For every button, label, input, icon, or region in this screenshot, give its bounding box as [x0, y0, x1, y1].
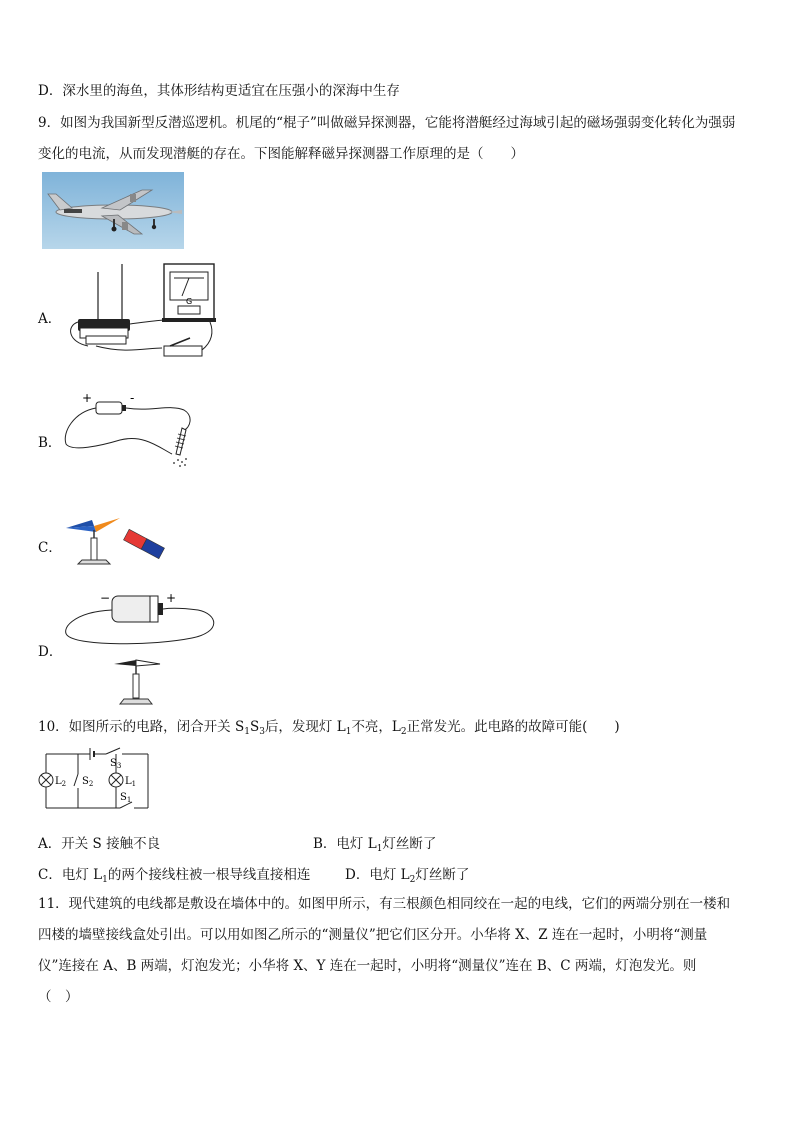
- battery-minus-sign: −: [100, 591, 111, 605]
- battery-minus-sign: -: [130, 391, 135, 405]
- q9-stem-line2: 变化的电流，从而发现潜艇的存在。下图能解释磁异探测器工作原理的是（ ）: [38, 146, 524, 162]
- q9-stem-line1: 9．如图为我国新型反潜巡逻机。机尾的“棍子”叫做磁异探测器，它能将潜艇经过海域引起的磁场强弱变化转化为强弱: [38, 115, 736, 131]
- switch-s3-label: $S_3$: [110, 758, 122, 770]
- q9-option-d-label[interactable]: D．: [38, 644, 63, 660]
- q11-stem-line3: 仪”连接在 A、B 两端，灯泡发光；小华将 X、Y 连在一起时，小明将“测量仪”连在 B、C 两端，灯泡发光。则: [38, 958, 697, 974]
- q10-option-b[interactable]: B．电灯 $L_1$灯丝断了: [313, 836, 437, 854]
- patrol-plane-photo: [42, 172, 184, 249]
- lamp-l1-label: $L_1$: [125, 776, 137, 788]
- q11-stem-line2: 四楼的墙壁接线盒处引出。可以用如图乙所示的“测量仪”把它们区分开。小华将 X、Z 连在一起时，小明将“测量: [38, 927, 708, 943]
- q10-stem: 10．如图所示的电路，闭合开关 $S_1S_3$后，发现灯 $L_1$不亮，$L_2$正常发光。此电路的故障可能( ): [38, 719, 620, 737]
- q9-option-b-label[interactable]: B．: [38, 435, 62, 451]
- switch-s1-label: $S_1$: [120, 792, 132, 804]
- q11-stem-line4: （ ）: [38, 989, 79, 1005]
- q8-option-d: D．深水里的海鱼，其体形结构更适宜在压强小的深海中生存: [38, 83, 400, 99]
- q10-circuit-diagram: [36, 744, 156, 818]
- lamp-l2-label: $L_2$: [55, 776, 67, 788]
- electromagnet-nail-figure: [60, 388, 200, 474]
- q11-stem-line1: 11．现代建筑的电线都是敷设在墙体中的。如图甲所示，有三根颜色相同绞在一起的电线，它们的两端分别在一楼和: [38, 896, 731, 912]
- compass-magnet-figure: [62, 514, 172, 568]
- q10-option-d[interactable]: D．电灯 $L_2$灯丝断了: [345, 867, 470, 885]
- q10-option-a[interactable]: A．开关 S 接触不良: [38, 836, 161, 852]
- q9-option-c-label[interactable]: C．: [38, 540, 62, 556]
- oersted-experiment-figure: [62, 588, 222, 708]
- galvanometer-label: G: [186, 297, 193, 306]
- q10-option-c[interactable]: C．电灯 $L_1$的两个接线柱被一根导线直接相连: [38, 867, 311, 885]
- q9-option-a-label[interactable]: A．: [38, 311, 62, 327]
- battery-plus-sign: +: [82, 391, 93, 405]
- battery-plus-sign: +: [166, 591, 177, 605]
- switch-s2-label: $S_2$: [82, 776, 94, 788]
- generator-experiment-figure: [66, 262, 218, 362]
